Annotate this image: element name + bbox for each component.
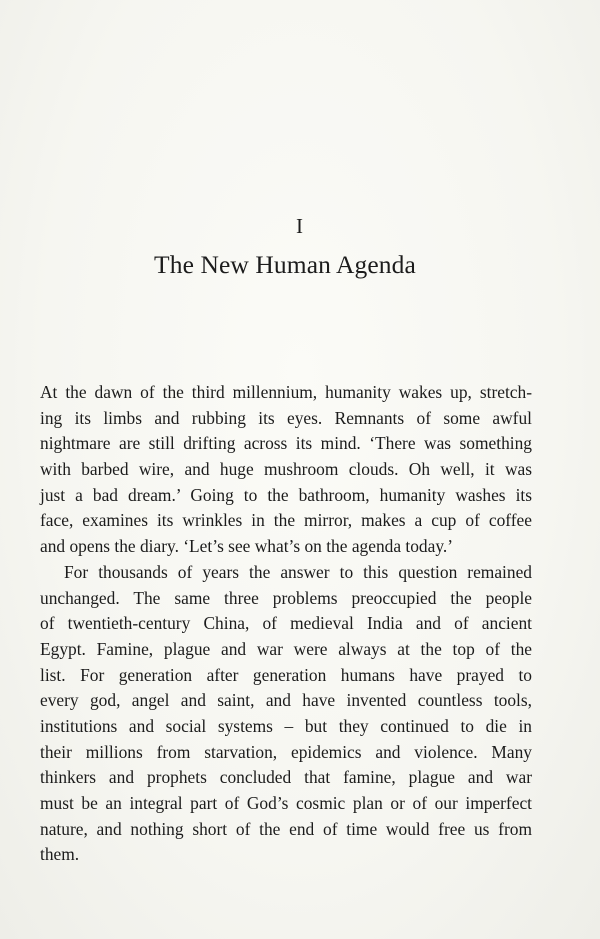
text-line: list. For generation after generation humans have prayed to xyxy=(40,664,532,685)
text-line: of twentieth-century China, of medieval India and of ancient xyxy=(40,613,532,634)
text-line: must be an integral part of God’s cosmic plan or of our imperfect xyxy=(40,793,532,813)
text-line: ing its limbs and rubbing its eyes. Remnants of some awful xyxy=(40,407,532,428)
text-line: Egypt. Famine, plague and war were always at the top of the xyxy=(40,638,532,659)
chapter-title: The New Human Agenda xyxy=(154,250,416,279)
text-line: At the dawn of the third millennium, humanity wakes up, stretch- xyxy=(40,382,532,402)
text-line: unchanged. The same three problems preoccupied the people xyxy=(40,587,532,608)
paragraph xyxy=(40,380,532,560)
text-line: institutions and social systems – but they continued to die in xyxy=(40,715,532,736)
text-line: with barbed wire, and huge mushroom clouds. Oh well, it was xyxy=(40,459,532,480)
text-line: every god, angel and saint, and have invented countless tools, xyxy=(40,690,532,711)
text-line: For thousands of years the answer to this question remained xyxy=(64,561,532,582)
text-line: them. xyxy=(40,844,80,865)
text-line: and opens the diary. ‘Let’s see what’s on the agenda today.’ xyxy=(40,536,454,557)
body-text xyxy=(40,380,532,894)
paragraph xyxy=(40,560,532,894)
text-line: nature, and nothing short of the end of time would free us from xyxy=(40,818,532,839)
text-line xyxy=(40,868,532,894)
text-line: just a bad dream.’ Going to the bathroom, humanity washes its xyxy=(40,484,532,505)
text-line: thinkers and prophets concluded that famine, plague and war xyxy=(40,767,532,788)
text-line: nightmare are still drifting across its mind. ‘There was something xyxy=(40,433,532,454)
chapter-number: I xyxy=(296,214,304,238)
text-line: face, examines its wrinkles in the mirror, makes a cup of coffee xyxy=(40,510,532,531)
text-line: their millions from starvation, epidemics and violence. Many xyxy=(40,741,532,762)
